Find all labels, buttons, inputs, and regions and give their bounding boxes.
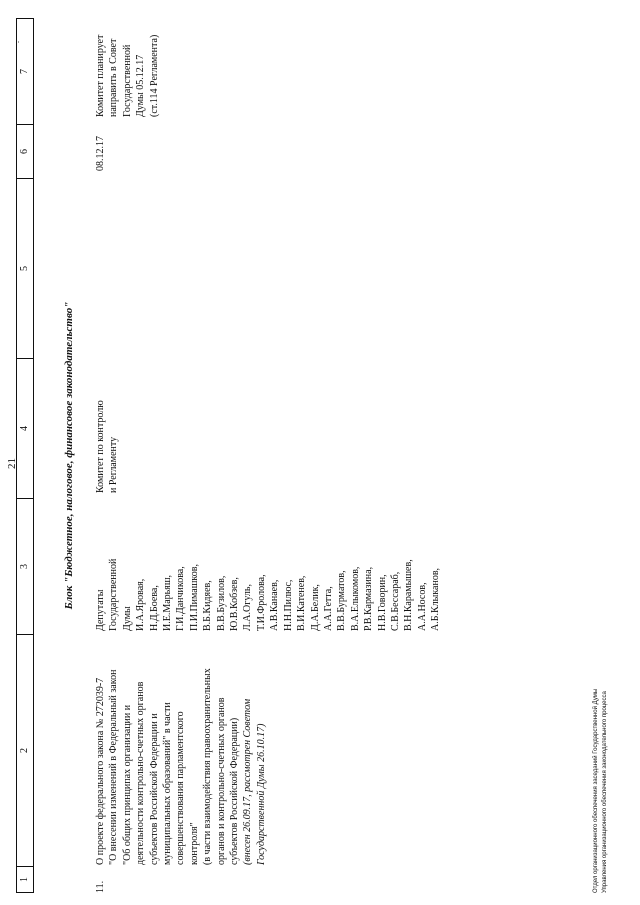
subject-line: совершенствования парламентского: [175, 711, 187, 865]
subject-line: органов и контрольно-счетных органов: [215, 697, 227, 865]
column-number: 5: [17, 178, 33, 358]
footer-line: Отдел организационного обеспечения заседаний Государственной Думы: [593, 688, 599, 893]
author-line: С.В.Бессараб,: [389, 571, 401, 631]
bill-authors: [94, 499, 443, 631]
author-line: Л.А.Огуль,: [242, 584, 254, 631]
author-line: В.А.Елыкомов,: [349, 566, 361, 631]
subject-line: муниципальных образований" в части: [162, 702, 174, 865]
subject-line: О проекте федерального закона № 272039-7: [95, 677, 106, 865]
subject-line: контроля": [188, 822, 200, 865]
block-title: Блок "Бюджетное, налоговое, финансовое законодательство": [63, 301, 75, 610]
column-number: 2: [17, 634, 33, 866]
subject-line: (в части взаимодействия правоохранительных: [202, 668, 214, 865]
row-number: 11.: [95, 880, 106, 893]
author-line: Т.И.Фролова,: [255, 574, 267, 631]
author-line: В.Н.Карамышев,: [403, 559, 415, 631]
note-line: Государственной: [121, 44, 133, 117]
responsible-committee: [94, 363, 121, 493]
subject-line: "О внесении изменений в Федеральный закон: [108, 669, 120, 865]
column-number: 7: [19, 69, 30, 74]
column-number: 3: [17, 498, 33, 634]
author-line: Г.И.Данчикова,: [175, 566, 187, 631]
author-line: Д.А.Белик,: [309, 584, 321, 631]
committee-note: [94, 17, 161, 117]
author-line: А.А.Носов,: [416, 582, 428, 631]
author-line: Думы: [121, 606, 133, 631]
author-line: А.А.Гетта,: [322, 586, 334, 631]
author-line: Н.Н.Пилюс,: [282, 579, 294, 631]
column-number-header: [16, 18, 34, 893]
column-number: 4: [17, 358, 33, 498]
author-line: В.В.Бузилов,: [215, 575, 227, 631]
page-number: 21: [6, 458, 18, 469]
stray-mark: .: [12, 41, 21, 43]
committee-line: Комитет по контролю: [95, 400, 106, 493]
author-line: И.Е.Марьяш,: [162, 574, 174, 631]
planned-date: 08.12.17: [95, 136, 106, 171]
author-line: Н.В.Говорин,: [376, 574, 388, 631]
author-line: Депутаты: [95, 589, 106, 631]
author-line: Н.Д.Боева,: [148, 585, 160, 631]
author-line: П.И.Пимашков,: [188, 564, 200, 631]
author-line: Р.В.Кармазина,: [363, 566, 375, 631]
footer: [592, 689, 610, 893]
footer-line: Управления организационного обеспечения законодательного процесса: [602, 691, 608, 893]
note-line: (ст.114 Регламента): [148, 34, 160, 117]
committee-line: и Регламенту: [108, 436, 120, 493]
subject-line: "Об общих принципах организации и: [121, 704, 133, 865]
bill-subject: [94, 633, 268, 865]
author-line: А.В.Канаев,: [269, 579, 281, 631]
author-line: Ю.В.Кобзев,: [229, 577, 241, 631]
subject-line: деятельности контрольно-счетных органов: [135, 681, 147, 865]
subject-line: субъектов Российской Федерации): [229, 717, 241, 865]
column-number: 1: [17, 866, 33, 892]
author-line: В.В.Бурматов,: [336, 570, 348, 631]
author-line: Государственной: [108, 558, 120, 631]
note-line: направить в Совет: [108, 38, 120, 117]
subject-status-line: Государственной Думы 26.10.17): [255, 723, 267, 865]
author-line: А.Б.Клыканов,: [430, 567, 442, 631]
subject-line: субъектов Российской Федерации и: [148, 713, 160, 865]
author-line: В.И.Катенев,: [296, 575, 308, 631]
column-number: 6: [17, 124, 33, 178]
subject-status-line: (внесен 26.09.17, рассмотрен Советом: [242, 698, 254, 865]
note-line: Комитет планирует: [95, 34, 106, 117]
author-line: И.А.Яровая,: [135, 578, 147, 631]
author-line: В.Б.Кидяев,: [202, 580, 214, 631]
note-line: Думы 05.12.17: [135, 54, 147, 117]
